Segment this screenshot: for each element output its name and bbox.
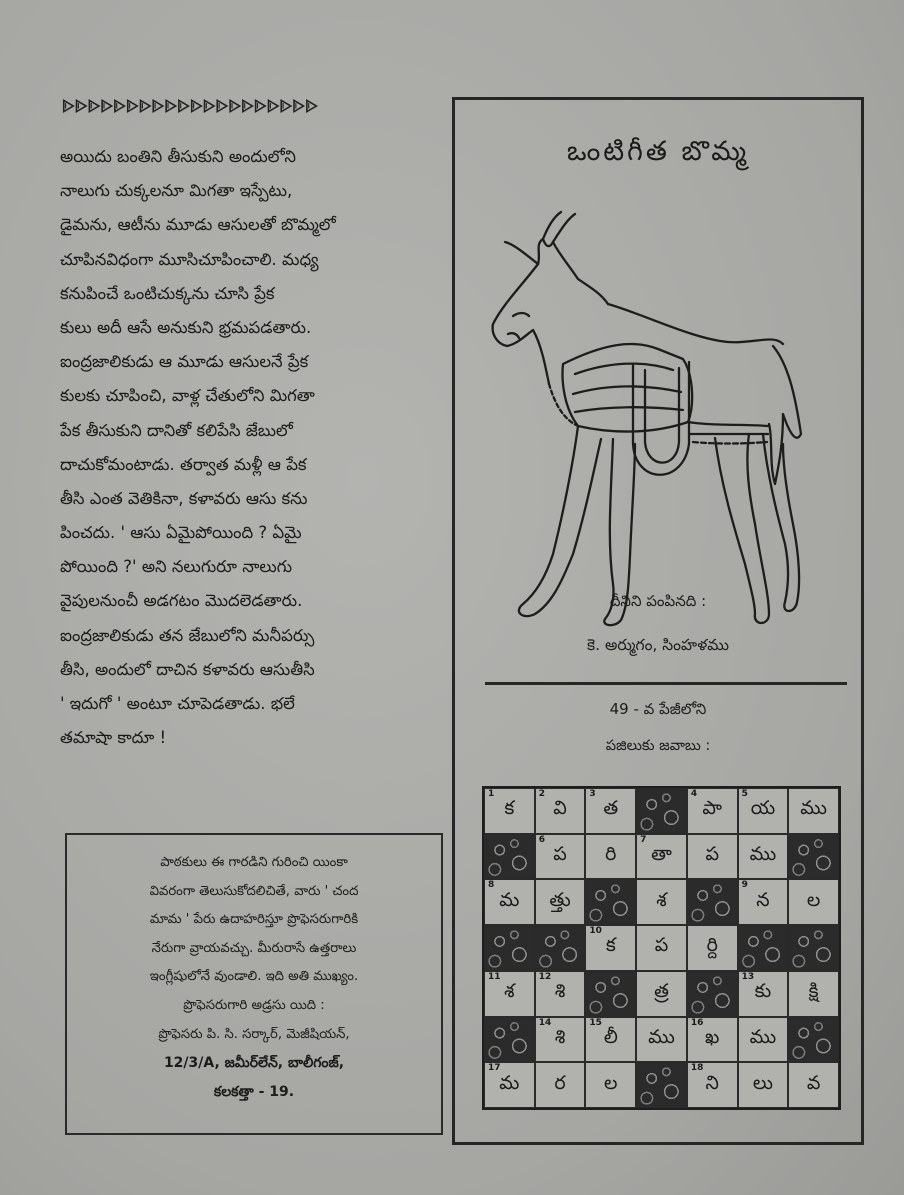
story-line: పోయింది ?' అని నలుగురూ నాలుగు — [60, 557, 293, 577]
clue-number: 15 — [589, 1017, 602, 1028]
cell-letter: ర్ది — [706, 934, 718, 957]
note-line: కలకత్తా - 19. — [213, 1083, 295, 1100]
crossword-cell — [535, 788, 586, 834]
crossword-black-cell — [788, 834, 839, 880]
clue-number: 16 — [690, 1017, 704, 1028]
cell-letter: లీ — [603, 1025, 618, 1048]
decorative-border: ᐈᐈᐈᐈᐈᐈᐈᐈᐈᐈᐈᐈᐈᐈᐈᐈᐈᐈᐈᐈ — [62, 96, 318, 118]
cell-letter: క — [504, 797, 515, 820]
reader-note-box — [65, 833, 443, 1135]
note-line: 12/3/A, జమీర్‌లేన్, బాలీగంజ్, — [163, 1055, 345, 1072]
cell-letter: ల — [604, 1071, 618, 1094]
story-line: కులకు చూపించి, వాళ్ల చేతులోని మిగతా — [60, 386, 315, 406]
crossword-cell — [535, 1017, 586, 1063]
note-line: ప్రొఫెసరు పి. సి. సర్కార్, మెజీషియన్, — [158, 1026, 350, 1042]
clue-number: 7 — [640, 834, 647, 845]
crossword-cell — [535, 1062, 586, 1108]
cell-letter: తా — [651, 843, 672, 866]
crossword-black-cell — [585, 971, 636, 1017]
story-line: పేక తీసుకుని దానితో కలిపేసి జేబులో — [60, 420, 293, 440]
note-line: ప్రొఫెసరుగారి అడ్రసు యిది : — [183, 997, 325, 1013]
clue-number: 10 — [589, 926, 602, 937]
note-line: నేరుగా వ్రాయవచ్చు. మీరురాసే ఉత్తరాలు — [151, 940, 357, 956]
crossword-cell — [585, 1017, 636, 1063]
answer-heading-line2: పజిలుకు జవాబు : — [605, 738, 711, 754]
clue-number: 11 — [488, 971, 501, 982]
cell-letter: ని — [705, 1071, 719, 1094]
clue-number: 1 — [488, 789, 495, 799]
note-line: పాఠకులు ఈ గారడిని గురించి యింకా — [160, 855, 348, 870]
crossword-cell — [788, 788, 839, 834]
horse-line-drawing — [483, 194, 805, 644]
cell-letter: య — [750, 797, 776, 820]
clue-number: 5 — [741, 789, 748, 799]
crossword-cell — [636, 834, 687, 880]
sender-name: కె. అర్ముగం, సింహళము — [587, 636, 729, 654]
crossword-cell — [788, 971, 839, 1017]
crossword-grid — [482, 786, 841, 1110]
cell-letter: ప — [705, 843, 719, 866]
crossword-black-cell — [738, 925, 789, 971]
cell-letter: ర — [554, 1071, 566, 1094]
crossword-cell — [738, 1062, 789, 1108]
story-line: వైపులనుంచీ అడగటం మొదలెడతారు. — [60, 591, 303, 611]
story-text — [60, 140, 440, 755]
cell-letter: ప — [654, 934, 669, 957]
clue-number: 17 — [488, 1063, 501, 1074]
crossword-cell — [484, 1062, 535, 1108]
story-line: నాలుగు చుక్కలనూ మిగతా ఇస్పేటు, — [60, 181, 293, 201]
note-line: ఇంగ్లీషులోనే వుండాలి. ఇది అతి ముఖ్యం. — [149, 969, 359, 985]
story-line: ' ఇదుగో ' అంటూ చూపెడతాడు. భలే — [60, 694, 295, 713]
crossword-cell — [636, 1017, 687, 1063]
crossword-cell — [738, 879, 789, 925]
crossword-cell — [788, 1062, 839, 1108]
cell-letter: త్ర — [654, 980, 669, 1003]
crossword-black-cell — [484, 925, 535, 971]
story-line: కులు అదీ ఆసే అనుకుని భ్రమపడతారు. — [60, 317, 312, 337]
panel-title: ఒంటిగీత బొమ్మ — [566, 136, 750, 167]
cell-letter: వి — [553, 797, 567, 820]
cell-letter: ము — [800, 797, 827, 820]
story-line: దాచుకోమంటాడు. తర్వాత మళ్లీ ఆ పేక — [60, 454, 307, 474]
cell-letter: మ — [499, 888, 520, 911]
crossword-cell — [788, 879, 839, 925]
story-line: కనుపించే ఒంటిచుక్కను చూసి ప్రేక — [60, 283, 275, 303]
crossword-black-cell — [484, 1017, 535, 1063]
cell-letter: క — [605, 934, 616, 957]
clue-number: 18 — [690, 1063, 704, 1074]
crossword-black-cell — [788, 1017, 839, 1063]
horse-puzzle-panel — [452, 97, 864, 1145]
cell-letter: ము — [749, 843, 777, 866]
crossword-cell — [687, 788, 738, 834]
answer-heading-line1: 49 - వ పేజీలోని — [609, 700, 707, 718]
crossword-cell — [585, 788, 636, 834]
crossword-black-cell — [687, 971, 738, 1017]
crossword-cell — [484, 788, 535, 834]
crossword-cell — [484, 879, 535, 925]
clue-number: 8 — [488, 880, 495, 891]
story-line: పించదు. ' ఆసు ఏమైపోయింది ? ఏమై — [60, 523, 302, 543]
crossword-cell — [585, 834, 636, 880]
crossword-black-cell — [585, 879, 636, 925]
crossword-black-cell — [484, 834, 535, 880]
crossword-cell — [738, 834, 789, 880]
story-line: ఐంద్రజాలికుడు తన జేబులోని మనీపర్సు — [60, 625, 315, 645]
crossword-cell — [585, 1062, 636, 1108]
story-line: అయిదు బంతిని తీసుకుని అందులోని — [60, 147, 296, 166]
clue-number: 4 — [690, 789, 698, 799]
cell-letter: వ — [806, 1071, 821, 1094]
crossword-cell — [738, 788, 789, 834]
clue-number: 3 — [589, 789, 596, 799]
cell-letter: శి — [554, 1025, 566, 1048]
cell-letter: క్షి — [808, 980, 819, 1003]
crossword-cell — [535, 879, 586, 925]
note-line: మామ ' పేరు ఉదాహరిస్తూ ప్రొఫెసరుగారికి — [149, 912, 359, 928]
story-line: డైమను, ఆటీను మూడు ఆసులతో బొమ్మలో — [60, 215, 336, 235]
crossword-cell — [535, 971, 586, 1017]
clue-number: 14 — [538, 1017, 552, 1028]
crossword-cell — [687, 925, 738, 971]
crossword-black-cell — [636, 1062, 687, 1108]
cell-letter: కు — [754, 980, 772, 1003]
sender-label: దీనిని పంపినది : — [609, 592, 707, 610]
cell-letter: లు — [752, 1071, 773, 1094]
cell-letter: త్తు — [549, 888, 571, 911]
cell-letter: శి — [554, 980, 566, 1003]
crossword-cell — [636, 879, 687, 925]
story-line: తీసి ఎంత వెతికినా, కళావరు ఆసు కను — [60, 488, 308, 508]
cell-letter: శ — [656, 888, 667, 911]
crossword-cell — [738, 1017, 789, 1063]
crossword-cell — [687, 1062, 738, 1108]
crossword-cell — [738, 971, 789, 1017]
story-line: తమాషా కాదూ ! — [60, 728, 167, 748]
crossword-black-cell — [687, 879, 738, 925]
cell-letter: పా — [702, 797, 722, 820]
story-line: తీసి, అందులో దాచిన కళావరు ఆసుతీసి — [60, 659, 315, 679]
cell-letter: ఖ — [705, 1025, 720, 1048]
crossword-cell — [585, 925, 636, 971]
cell-letter: ల — [806, 888, 821, 911]
cell-letter: శ — [504, 980, 515, 1003]
cell-letter: ము — [749, 1025, 777, 1048]
clue-number: 9 — [741, 880, 748, 891]
story-line: ఐంద్రజాలికుడు ఆ మూడు ఆసులనే ప్రేక — [60, 352, 309, 372]
cell-letter: ప — [553, 843, 567, 866]
clue-number: 2 — [538, 789, 545, 799]
panel-divider — [485, 682, 847, 685]
cell-letter: రి — [605, 843, 617, 866]
crossword-cell — [636, 971, 687, 1017]
clue-number: 6 — [538, 834, 545, 845]
note-line: వివరంగా తెలుసుకోదలిచితే, వారు ' చంద — [149, 883, 359, 899]
crossword-black-cell — [636, 788, 687, 834]
crossword-cell — [636, 925, 687, 971]
crossword-black-cell — [535, 925, 586, 971]
clue-number: 13 — [741, 971, 755, 982]
crossword-cell — [484, 971, 535, 1017]
crossword-cell — [687, 834, 738, 880]
story-line: చూపినవిధంగా మూసిచూపించాలి. మధ్య — [60, 249, 319, 269]
crossword-cell — [687, 1017, 738, 1063]
cell-letter: న — [756, 888, 770, 911]
cell-letter: ము — [648, 1025, 675, 1048]
cell-letter: మ — [499, 1071, 520, 1094]
cell-letter: త — [603, 797, 619, 820]
crossword-black-cell — [788, 925, 839, 971]
crossword-cell — [535, 834, 586, 880]
clue-number: 12 — [538, 971, 552, 982]
